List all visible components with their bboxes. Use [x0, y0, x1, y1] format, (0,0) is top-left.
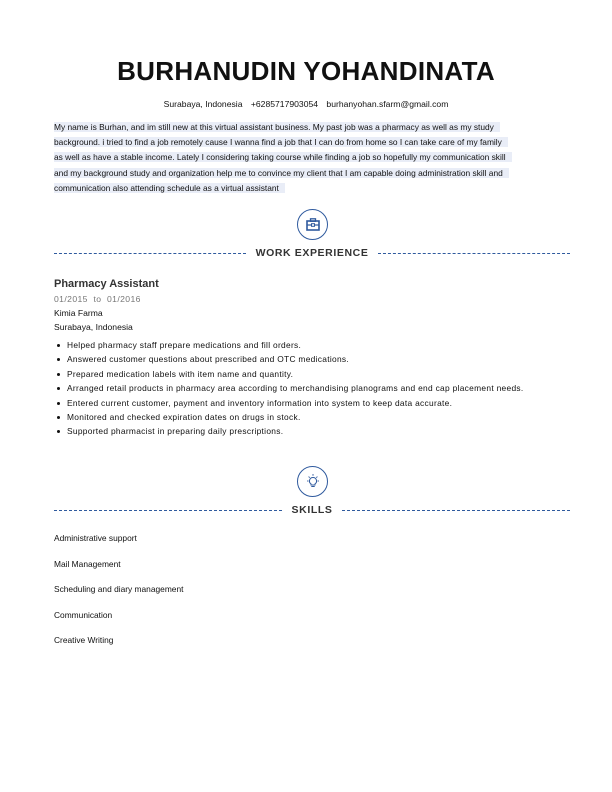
list-item: Answered customer questions about prescribed and OTC medications. — [67, 352, 567, 366]
contact-location: Surabaya, Indonesia — [163, 99, 243, 109]
skill-item: Mail Management — [54, 559, 121, 569]
list-item: Entered current customer, payment and inventory information into system to keep data accurate. — [67, 396, 567, 410]
list-item: Helped pharmacy staff prepare medications and fill orders. — [67, 338, 567, 352]
divider — [342, 510, 570, 511]
divider — [378, 253, 570, 254]
divider — [54, 253, 246, 254]
summary-line: background. i tried to find a job remotely cause I wanna find a job that I can do from home so I can take care of my family — [54, 137, 508, 147]
list-item: Supported pharmacist in preparing daily prescriptions. — [67, 424, 567, 438]
candidate-name: BURHANUDIN YOHANDINATA — [117, 56, 495, 86]
divider — [54, 510, 282, 511]
briefcase-icon — [297, 209, 328, 240]
contact-phone: +6285717903054 — [250, 99, 319, 109]
summary-line: communication also attending schedule as a virtual assistant — [54, 183, 285, 193]
skill-item: Scheduling and diary management — [54, 584, 184, 594]
section-title: SKILLS — [291, 504, 333, 516]
job-company: Kimia Farma — [54, 308, 103, 318]
job-location: Surabaya, Indonesia — [54, 322, 133, 332]
skill-item: Communication — [54, 610, 113, 620]
contact-info — [0, 99, 612, 109]
skill-item: Creative Writing — [54, 635, 114, 645]
section-title: WORK EXPERIENCE — [255, 247, 369, 259]
summary-line: and my background study and organization help me to convince my client that I am capable doing administration skill and — [54, 168, 509, 178]
contact-email[interactable]: burhanyohan.sfarm@gmail.com — [326, 99, 449, 109]
job-title: Pharmacy Assistant — [54, 278, 159, 290]
job-bullets — [54, 338, 567, 439]
lightbulb-icon — [297, 466, 328, 497]
summary — [54, 120, 574, 196]
summary-line: My name is Burhan, and im still new at this virtual assistant business. My past job was a pharmacy as well as my study — [54, 122, 500, 132]
list-item: Prepared medication labels with item name and quantity. — [67, 367, 567, 381]
job-entry — [54, 278, 159, 334]
skill-item: Administrative support — [54, 533, 137, 543]
work-experience-heading — [54, 246, 570, 260]
list-item: Monitored and checked expiration dates on drugs in stock. — [67, 410, 567, 424]
job-dates: 01/2015 to 01/2016 — [54, 294, 141, 304]
list-item: Arranged retail products in pharmacy area according to merchandising planograms and end cap placement needs. — [67, 381, 567, 395]
skills-heading — [54, 503, 570, 517]
summary-line: as well as have a stable income. Lately I considering taking course while finding a job so hopefully my communication skill — [54, 152, 512, 162]
